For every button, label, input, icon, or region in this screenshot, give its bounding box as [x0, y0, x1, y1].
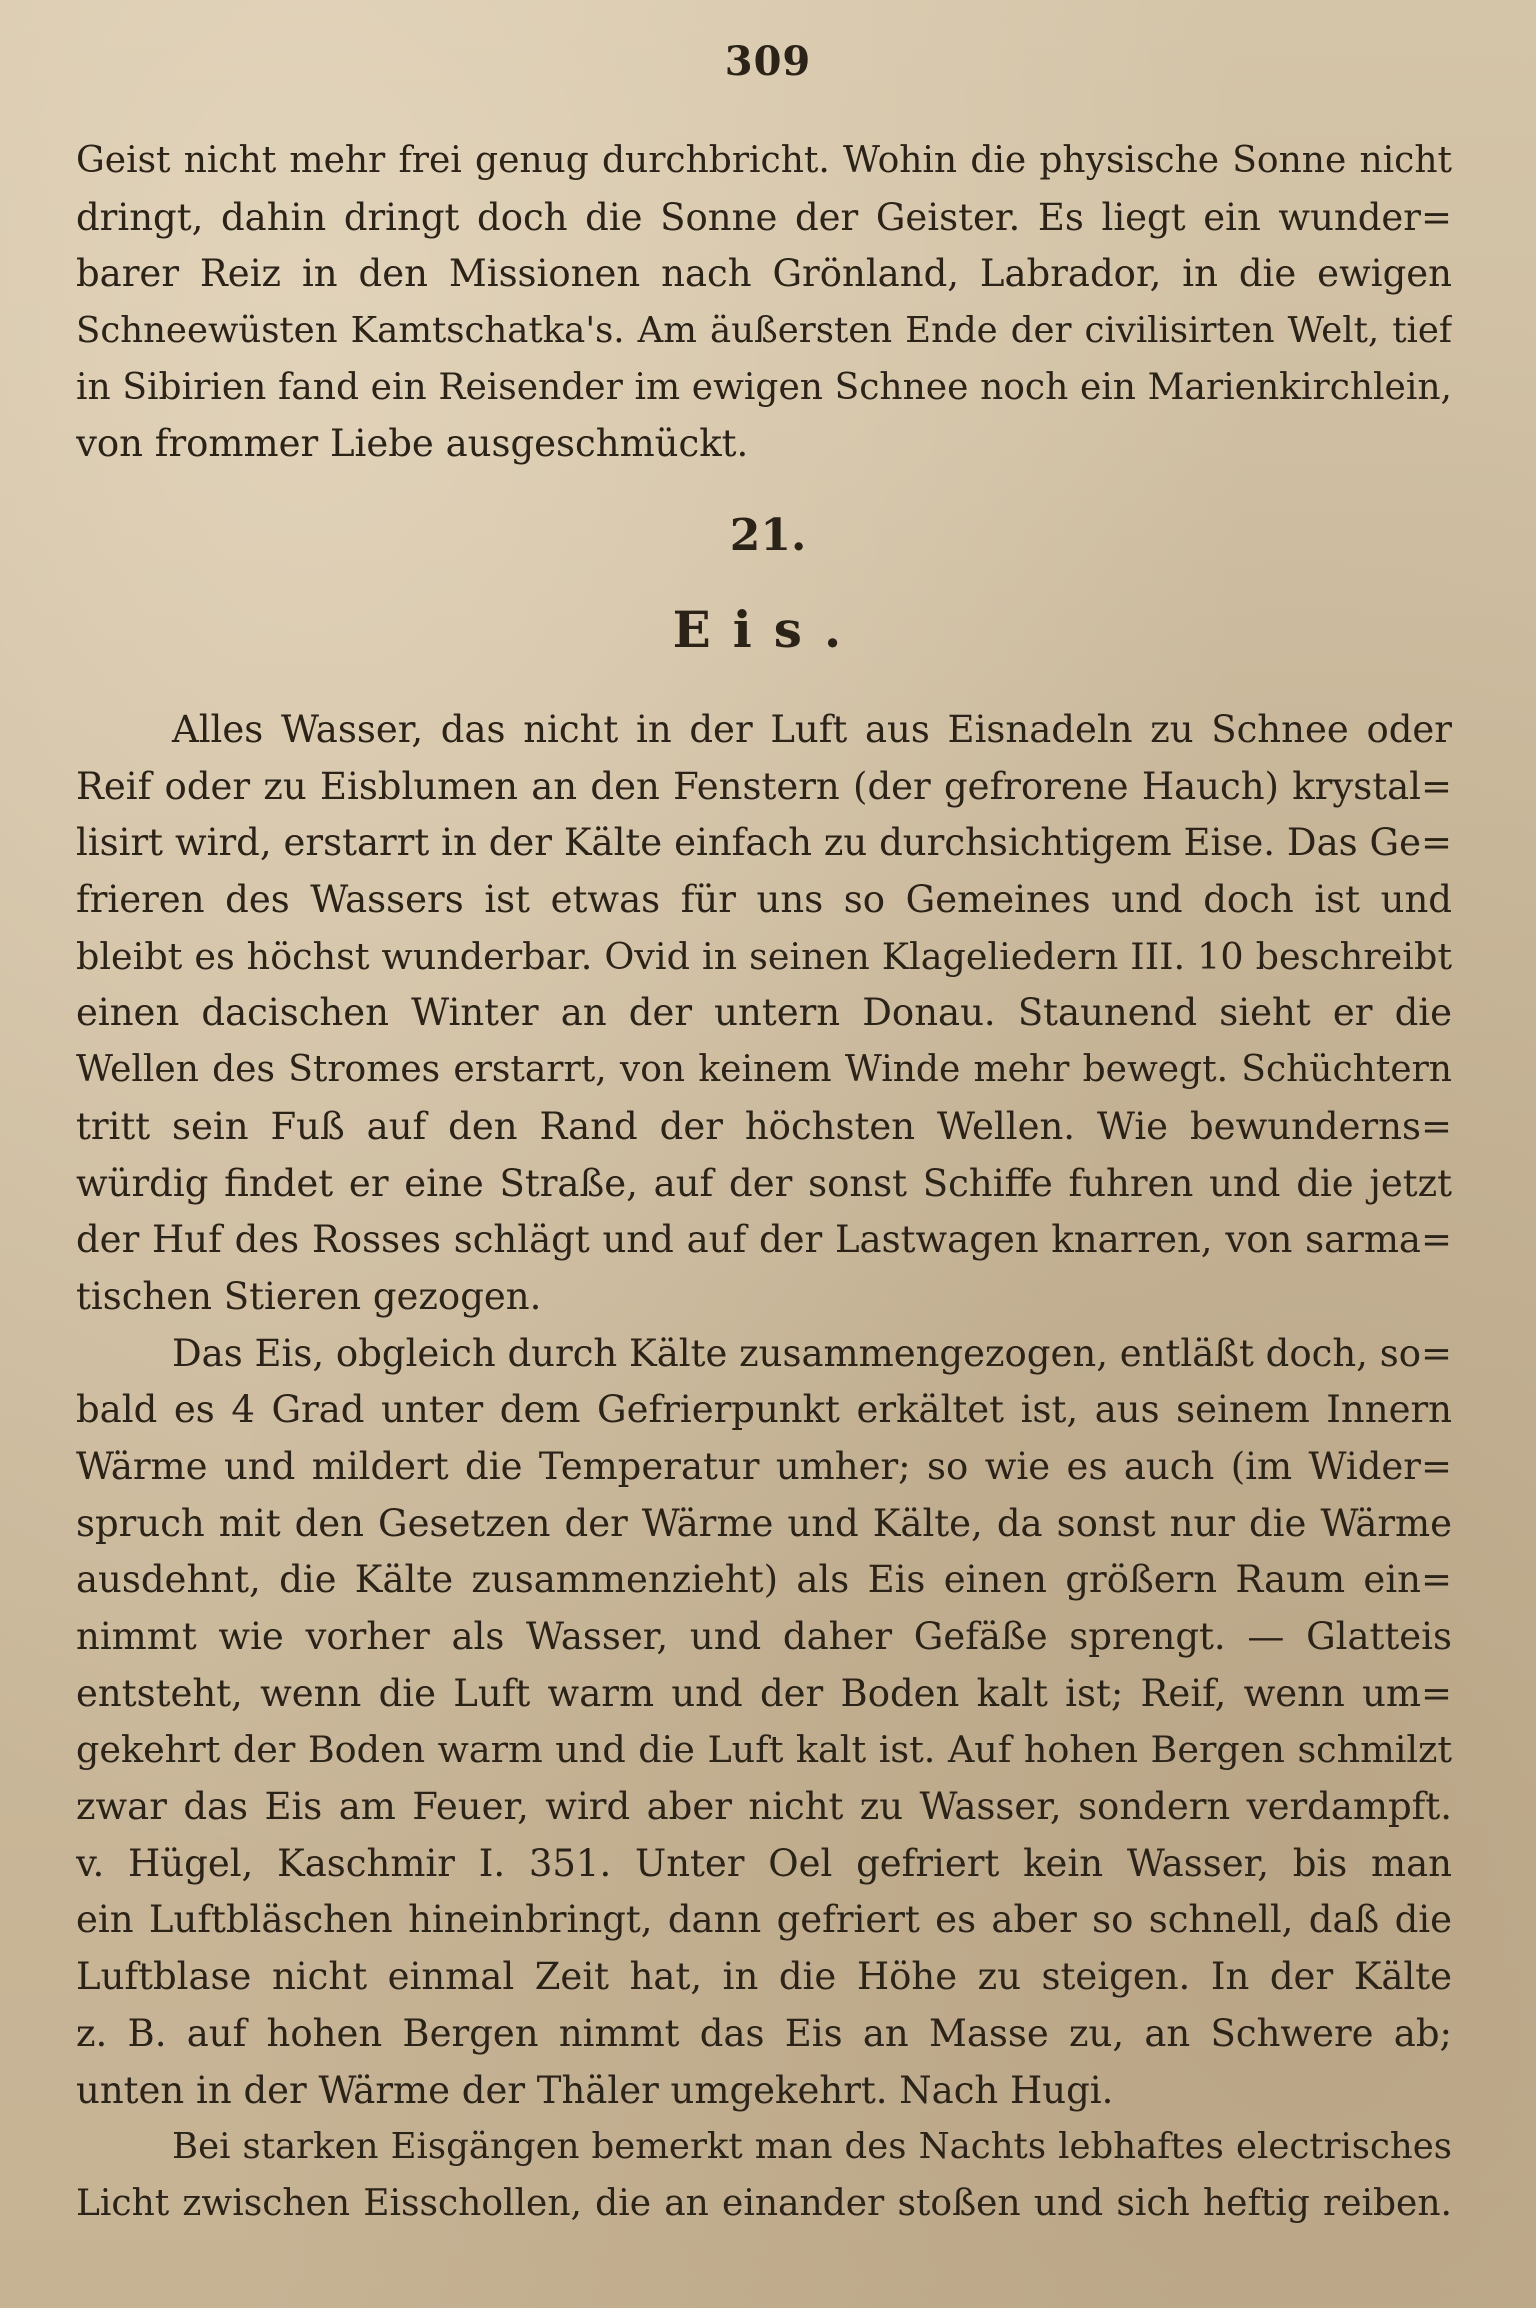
text-line: nimmt wie vorher als Wasser, und daher Gefäße sprengt. — Glatteis	[76, 1615, 1452, 1658]
text-line: von frommer Liebe ausgeschmückt.	[76, 422, 749, 466]
text-line: unten in der Wärme der Thäler umgekehrt. Nach Hugi.	[76, 2068, 1114, 2112]
text-line: Wärme und mildert die Temperatur umher; so wie es auch (im Wider=	[76, 1444, 1452, 1488]
text-line: Licht zwischen Eisschollen, die an einander stoßen und sich heftig reiben.	[76, 2182, 1452, 2224]
text-line: gekehrt der Boden warm und die Luft kalt ist. Auf hohen Bergen schmilzt	[76, 1728, 1452, 1772]
text-line: Luftblase nicht einmal Zeit hat, in die Höhe zu steigen. In der Kälte	[76, 1955, 1452, 1999]
text-line: ein Luftbläschen hineinbringt, dann gefriert es aber so schnell, daß die	[76, 1898, 1452, 1942]
text-line: bald es 4 Grad unter dem Gefrierpunkt erkältet ist, aus seinem Innern	[76, 1388, 1452, 1432]
text-line: Wellen des Stromes erstarrt, von keinem Winde mehr bewegt. Schüchtern	[76, 1049, 1452, 1091]
text-line: spruch mit den Gesetzen der Wärme und Kälte, da sonst nur die Wärme	[76, 1501, 1452, 1545]
text-line: in Sibirien fand ein Reisender im ewigen Schnee noch ein Marienkirchlein,	[76, 366, 1452, 408]
page-number: 309	[724, 38, 812, 85]
text-line: v. Hügel, Kaschmir I. 351. Unter Oel gefriert kein Wasser, bis man	[76, 1841, 1452, 1885]
text-line: Geist nicht mehr frei genug durchbricht. Wohin die physische Sonne nicht	[76, 140, 1452, 181]
paragraph-first-line: Bei starken Eisgängen bemerkt man des Nachts lebhaftes electrisches	[172, 2126, 1452, 2168]
text-line: tritt sein Fuß auf den Rand der höchsten Wellen. Wie bewunderns=	[76, 1104, 1452, 1148]
text-line: der Huf des Rosses schlägt und auf der Lastwagen knarren, von sarma=	[76, 1218, 1452, 1262]
section-body-text	[76, 702, 1452, 2233]
text-line: einen dacischen Winter an der untern Donau. Staunend sieht er die	[76, 991, 1452, 1035]
text-line: tischen Stieren gezogen.	[76, 1274, 542, 1318]
paragraph-first-line: Das Eis, obgleich durch Kälte zusammengezogen, entläßt doch, so=	[172, 1331, 1452, 1375]
previous-section-text	[76, 133, 1452, 473]
section-title: Eis.	[672, 600, 864, 659]
text-line: bleibt es höchst wunderbar. Ovid in seinen Klageliedern III. 10 beschreibt	[76, 934, 1452, 978]
text-line: ausdehnt, die Kälte zusammenzieht) als Eis einen größern Raum ein=	[76, 1558, 1452, 1602]
paragraph-first-line: Alles Wasser, das nicht in der Luft aus Eisnadeln zu Schnee oder	[172, 708, 1452, 751]
section-number: 21.	[729, 510, 807, 561]
text-line: barer Reiz in den Missionen nach Grönland, Labrador, in die ewigen	[76, 252, 1452, 296]
text-line: frieren des Wassers ist etwas für uns so Gemeines und doch ist und	[76, 878, 1452, 922]
text-line: lisirt wird, erstarrt in der Kälte einfach zu durchsichtigem Eise. Das Ge=	[76, 821, 1452, 865]
text-line: dringt, dahin dringt doch die Sonne der Geister. Es liegt ein wunder=	[76, 195, 1452, 239]
text-line: würdig findet er eine Straße, auf der sonst Schiffe fuhren und die jetzt	[76, 1161, 1452, 1205]
text-line: Schneewüsten Kamtschatka's. Am äußersten Ende der civilisirten Welt, tief	[76, 310, 1452, 352]
text-line: entsteht, wenn die Luft warm und der Boden kalt ist; Reif, wenn um=	[76, 1671, 1452, 1715]
text-line: z. B. auf hohen Bergen nimmt das Eis an Masse zu, an Schwere ab;	[76, 2011, 1452, 2055]
text-line: Reif oder zu Eisblumen an den Fenstern (der gefrorene Hauch) krystal=	[76, 764, 1452, 808]
text-line: zwar das Eis am Feuer, wird aber nicht zu Wasser, sondern verdampft.	[76, 1785, 1452, 1829]
